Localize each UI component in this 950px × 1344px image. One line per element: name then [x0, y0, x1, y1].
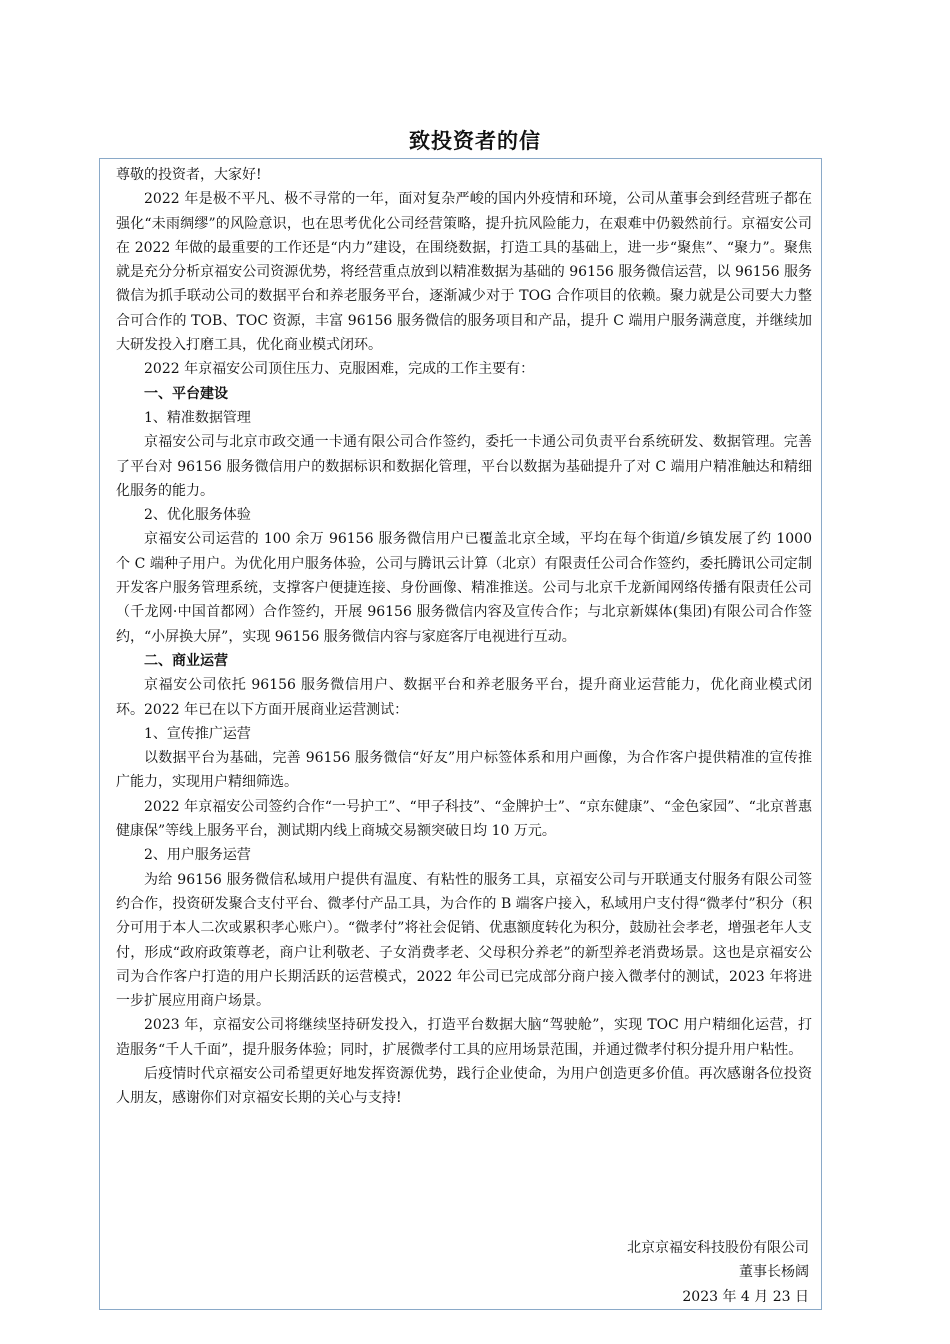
signature-company: 北京京福安科技股份有限公司 [627, 1240, 809, 1256]
signature-date: 2023 年 4 月 23 日 [682, 1288, 809, 1305]
letter-body [116, 163, 812, 1111]
paragraph-user-service: 为给 96156 服务微信私域用户提供有温度、有粘性的服务工具，京福安公司与开联通支付服务有限公司签约合作，投资研发聚合支付平台、微孝付产品工具，为合作的 B 端客户接入，私域用户支付得“微孝付”积分（积分可用于本人二次或累积孝心账户）。“微孝付”将社会促销、优惠额度转化为积分，鼓励社会孝老，增强老年人支付，形成“政府政策尊老，商户让利敬老、子女消费孝老、父母积分养老”的新型养老消费场景。这也是京福安公司为合作客户打造的用户长期活跃的运营模式，2022 年公司已完成部分商户接入微孝付的测试，2023 年将进一步扩展应用商户场景。 [116, 871, 812, 1010]
section-heading-platform: 一、平台建设 [144, 385, 228, 402]
paragraph-promotion-2: 2022 年京福安公司签约合作“一号护工”、“甲子科技”、“金牌护士”、“京东健康”、“金色家园”、“北京普惠健康保”等线上服务平台，测试期内线上商城交易额突破日均 10 万元。 [116, 798, 812, 840]
section-heading-business: 二、商业运营 [144, 652, 228, 669]
page-title: 致投资者的信 [409, 129, 541, 153]
paragraph-data-management: 京福安公司与北京市政交通一卡通有限公司合作签约，委托一卡通公司负责平台系统研发、数据管理。完善了平台对 96156 服务微信用户的数据标识和数据化管理，平台以数据为基础提升了对 C 端用户精准触达和精细化服务的能力。 [116, 434, 812, 499]
signature-block [627, 1236, 809, 1309]
paragraph-outlook: 2023 年，京福安公司将继续坚持研发投入，打造平台数据大脑“驾驶舱”，实现 TOC 用户精细化运营，打造服务“千人千面”，提升服务体验；同时，扩展微孝付工具的应用场景范围，并通过微孝付积分提升用户粘性。 [116, 1017, 812, 1058]
subsection-heading-user-service: 2、用户服务运营 [144, 847, 251, 864]
paragraph-promotion-1: 以数据平台为基础，完善 96156 服务微信“好友”用户标签体系和用户画像，为合作客户提供精准的宣传推广能力，实现用户精细筛选。 [116, 750, 812, 791]
intro-paragraph: 2022 年是极不平凡、极不寻常的一年，面对复杂严峻的国内外疫情和环境，公司从董事会到经营班子都在强化“未雨绸缪”的风险意识，也在思考优化公司经营策略，提升抗风险能力，在艰难中仍毅然前行。京福安公司在 2022 年做的最重要的工作还是“内力”建设，在围绕数据，打造工具的基础上，进一步“聚焦”、“聚力”。聚焦就是充分分析京福安公司资源优势，将经营重点放到以精准数据为基础的 96156 服务微信运营，以 96156 服务微信为抓手联动公司的数据平台和养老服务平台，逐渐减少对于 TOG 合作项目的依赖。聚力就是公司要大力整合可合作的 TOB、TOC 资源，丰富 96156 服务微信的服务项目和产品，提升 C 端用户服务满意度，并继续加大研发投入打磨工具，优化商业模式闭环。 [116, 191, 812, 354]
greeting: 尊敬的投资者，大家好! [116, 167, 262, 183]
subsection-heading-experience: 2、优化服务体验 [144, 507, 251, 524]
paragraph-closing: 后疫情时代京福安公司希望更好地发挥资源优势，践行企业使命，为用户创造更多价值。再次感谢各位投资人朋友，感谢你们对京福安长期的关心与支持! [116, 1065, 812, 1107]
paragraph-business-intro: 京福安公司依托 96156 服务微信用户、数据平台和养老服务平台，提升商业运营能力，优化商业模式闭环。2022 年已在以下方面开展商业运营测试： [116, 677, 812, 718]
intro-summary: 2022 年京福安公司顶住压力、克服困难，完成的工作主要有： [144, 361, 535, 378]
subsection-heading-promotion: 1、宣传推广运营 [144, 725, 251, 742]
signature-signer: 董事长杨阔 [739, 1264, 809, 1281]
subsection-heading-data: 1、精准数据管理 [144, 409, 251, 426]
paragraph-service-experience: 京福安公司运营的 100 余万 96156 服务微信用户已覆盖北京全域，平均在每个街道/乡镇发展了约 1000 个 C 端种子用户。为优化用户服务体验，公司与腾讯云计算（北京）有限责任公司合作签约，委托腾讯公司定制开发客户服务管理系统，支撑客户便捷连接、身份画像、精准推送。公司与北京千龙新闻网络传播有限责任公司（千龙网·中国首都网）合作签约，开展 96156 服务微信内容及宣传合作；与北京新媒体(集团)有限公司合作签约，“小屏换大屏”，实现 96156 服务微信内容与家庭客厅电视进行互动。 [116, 531, 812, 645]
